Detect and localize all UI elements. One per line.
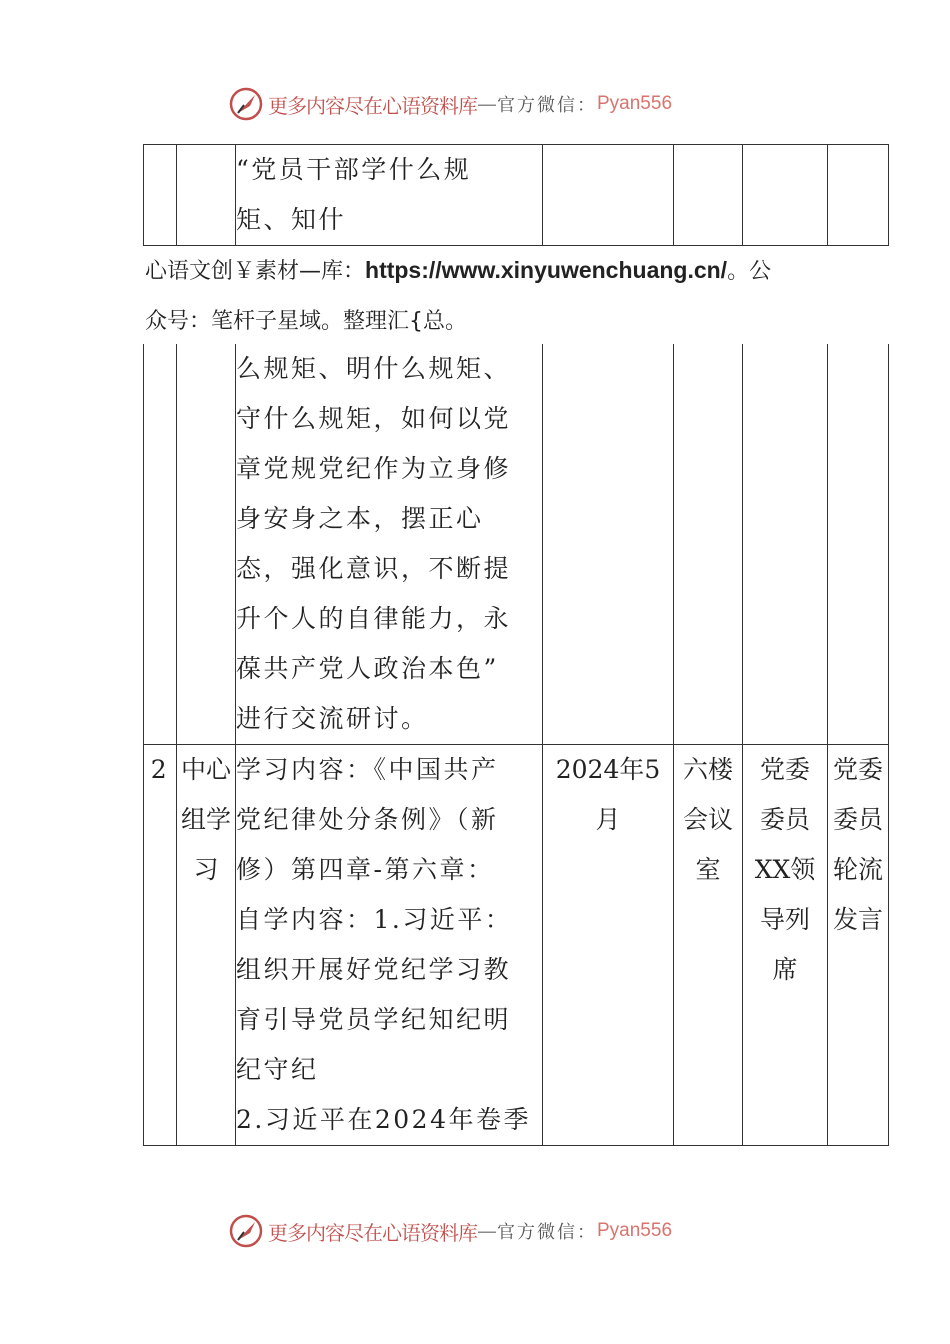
cell-place [674, 344, 743, 745]
cell-time: 2024年5 月 [543, 745, 674, 1146]
cell-attendees [743, 344, 828, 745]
cell-type [177, 145, 236, 246]
watermark-note-line2: 众号：笔杆子星域。整理汇{总。 [145, 309, 467, 334]
cell-time [543, 145, 674, 246]
cell-type [177, 344, 236, 745]
quill-logo-icon [228, 1213, 264, 1249]
table-row [144, 344, 889, 745]
cell-content: 么规矩、明什么规矩、 守什么规矩，如何以党 章党规党纪作为立身修 身安身之本，摆正心 态，强化意识，不断提 升个人的自律能力，永 葆共产党人政治本色” 进行交流研讨。 [236, 344, 543, 745]
banner-dash: — [477, 1219, 497, 1243]
footer-banner [228, 1211, 748, 1251]
banner-main-text: 更多内容尽在心语资料库 [268, 1220, 477, 1245]
cell-time [543, 344, 674, 745]
cell-form: 党委 委员 轮流 发言 [828, 745, 889, 1146]
banner-wechat-label: 官方微信： [497, 95, 597, 116]
cell-place: 六楼 会议 室 [674, 745, 743, 1146]
cell-no [144, 145, 177, 246]
cell-attendees: 党委 委员 XX领 导列 席 [743, 745, 828, 1146]
cell-form [828, 344, 889, 745]
cell-attendees [743, 145, 828, 246]
schedule-table-fragment-2 [143, 344, 889, 1146]
note-suffix: 。公 [727, 259, 772, 284]
table-row [144, 745, 889, 1146]
schedule-table-fragment-1 [143, 144, 889, 246]
cell-type: 中心 组学 习 [177, 745, 236, 1146]
banner-wechat-label: 官方微信： [497, 1222, 597, 1243]
banner-dash: — [477, 92, 497, 116]
note-prefix: 心语文创￥素材—库： [145, 259, 366, 284]
banner-wechat-id: Pyan556 [597, 93, 673, 114]
cell-place [674, 145, 743, 246]
banner-main-text: 更多内容尽在心语资料库 [268, 93, 477, 118]
note-url-link[interactable]: https://www.xinyuwenchuang.cn/ [365, 257, 728, 283]
banner-wechat-id: Pyan556 [597, 1220, 673, 1241]
watermark-note-line1 [145, 254, 771, 285]
cell-content: 学习内容：《中国共产 党纪律处分条例》（新 修）第四章-第六章： 自学内容：1.习近平： 组织开展好党纪学习教 育引导党员学纪知纪明 纪守纪 2.习近平在2024年卷季 [236, 745, 543, 1146]
cell-form [828, 145, 889, 246]
header-banner [228, 84, 748, 124]
table-row [144, 145, 889, 246]
cell-no [144, 344, 177, 745]
cell-no: 2 [144, 745, 177, 1146]
quill-logo-icon [228, 86, 264, 122]
cell-content: “党员干部学什么规 矩、知什 [236, 145, 543, 246]
